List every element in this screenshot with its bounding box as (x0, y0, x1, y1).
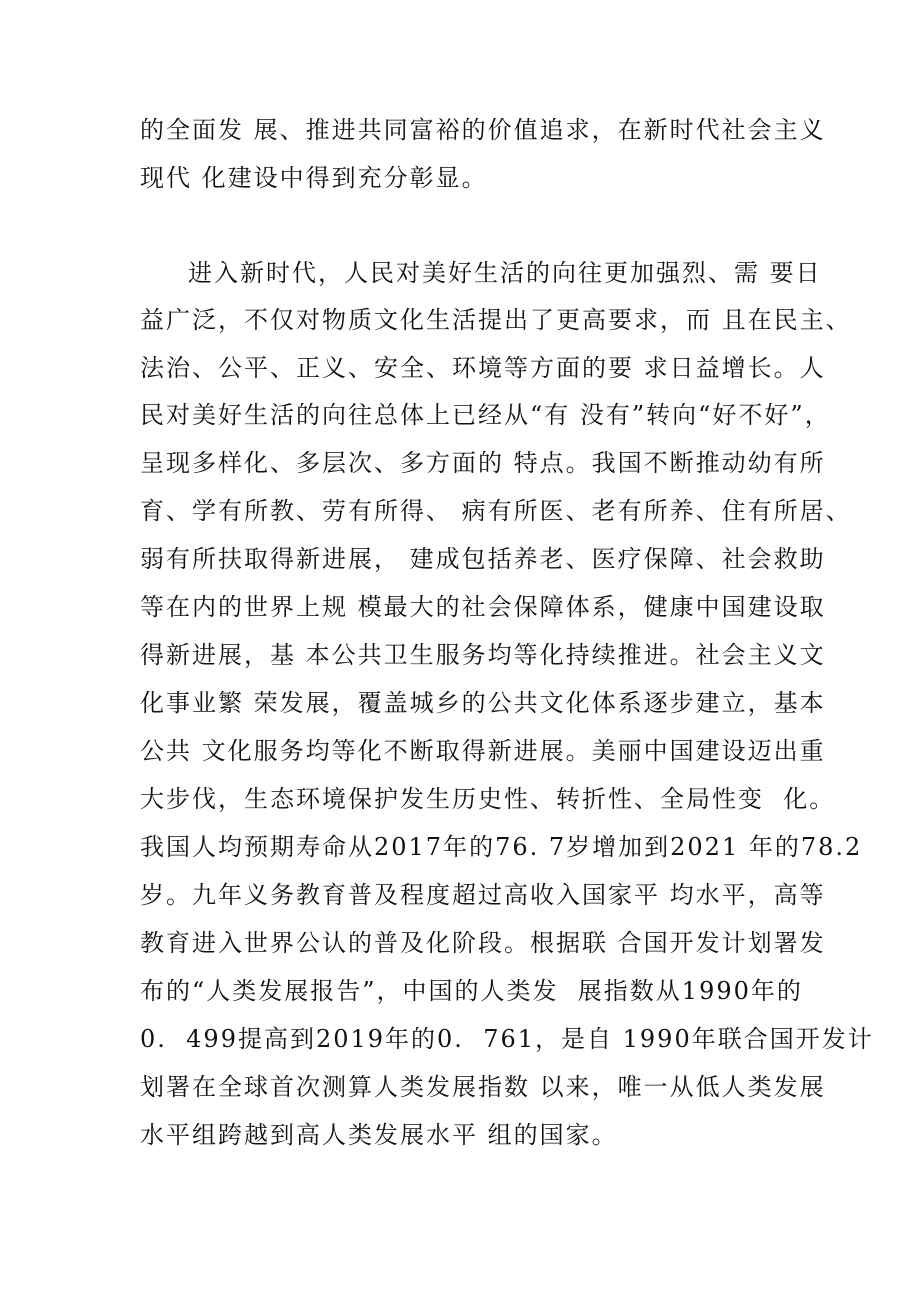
paragraph-2-line-7: 弱有所扶取得新进展， 建成包括养老、医疗保障、社会救助 (140, 545, 826, 573)
paragraph-2-line-11: 公共 文化服务均等化不断取得新进展。美丽中国建设迈出重 (140, 737, 826, 765)
paragraph-2-line-2: 益广泛，不仅对物质文化生活提出了更高要求，而 且在民主、 (140, 306, 852, 334)
paragraph-2-line-10: 化事业繁 荣发展，覆盖城乡的公共文化体系逐步建立，基本 (140, 689, 826, 717)
paragraph-1-line-2: 现代 化建设中得到充分彰显。 (140, 164, 488, 192)
paragraph-2-line-5: 呈现多样化、多层次、多方面的 特点。我国不断推动幼有所 (140, 449, 826, 477)
paragraph-2-line-4: 民对美好生活的向往总体上已经从“有 没有”转向“好不好”， (140, 401, 831, 429)
paragraph-2-line-1: 进入新时代，人民对美好生活的向往更加强烈、需 要日 (188, 259, 822, 287)
paragraph-2-line-6: 育、学有所教、劳有所得、 病有所医、老有所养、住有所居、 (140, 497, 852, 525)
paragraph-2-line-3: 法治、公平、正义、安全、环境等方面的要 求日益增长。人 (140, 354, 826, 382)
paragraph-2-line-8: 等在内的世界上规 模最大的社会保障体系，健康中国建设取 (140, 593, 826, 621)
paragraph-2-line-16: 布的“人类发展报告”，中国的人类发 展指数从1990年的 (140, 977, 803, 1005)
paragraph-1-line-1: 的全面发 展、推进共同富裕的价值追求，在新时代社会主义 (140, 116, 826, 144)
paragraph-2-line-18: 划署在全球首次测算人类发展指数 以来，唯一从低人类发展 (140, 1073, 826, 1101)
paragraph-2-line-15: 教育进入世界公认的普及化阶段。根据联 合国开发计划署发 (140, 929, 826, 957)
paragraph-2-line-14: 岁。九年义务教育普及程度超过高收入国家平 均水平，高等 (140, 881, 826, 909)
paragraph-2-line-12: 大步伐，生态环境保护发生历史性、转折性、全局性变 化。 (140, 785, 836, 813)
paragraph-2-line-17: 0. 499提高到2019年的0. 761，是自 1990年联合国开发计 (140, 1025, 874, 1053)
paragraph-2-line-19: 水平组跨越到高人类发展水平 组的国家。 (140, 1121, 618, 1149)
paragraph-2-line-9: 得新进展，基 本公共卫生服务均等化持续推进。社会主义文 (140, 641, 826, 669)
paragraph-2-line-13: 我国人均预期寿命从2017年的76. 7岁增加到2021 年的78.2 (140, 833, 863, 861)
